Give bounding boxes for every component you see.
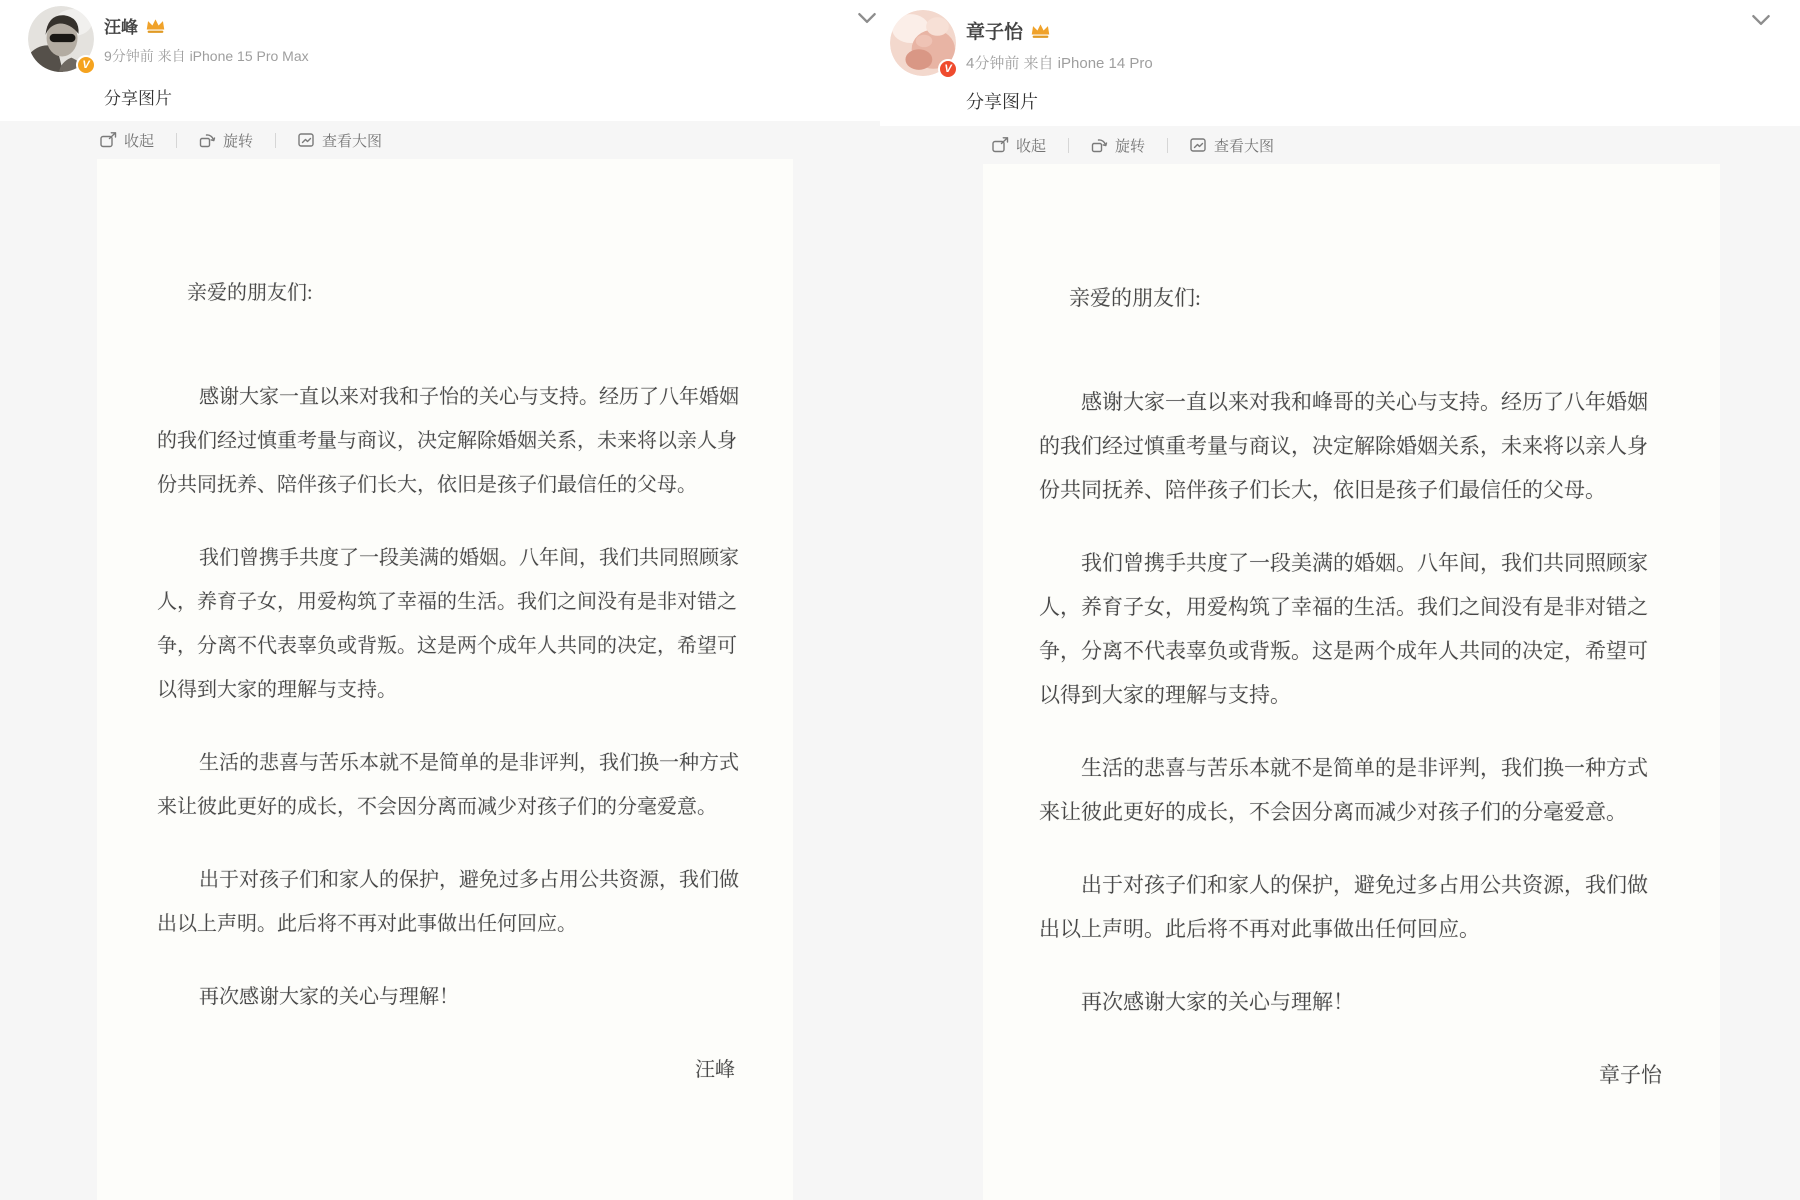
letter-image[interactable]: [983, 164, 1720, 1200]
rotate-label: 旋转: [1115, 137, 1146, 155]
user-name[interactable]: [966, 10, 1153, 44]
letter-line: 出以上声明。此后将不再对此事做出任何回应。: [1039, 917, 1480, 941]
letter-line: 生活的悲喜与苦乐本就不是简单的是非评判，我们换一种方式: [199, 752, 739, 774]
letter-paragraph: [1039, 980, 1720, 1024]
post-header: [880, 0, 1800, 76]
avatar[interactable]: [28, 6, 94, 72]
toolbar-divider: [176, 133, 177, 148]
collapse-image-icon: [992, 137, 1009, 153]
letter-text: [983, 164, 1720, 1097]
image-viewer: [880, 126, 1800, 1200]
post-meta: 9分钟前 来自 iPhone 15 Pro Max: [104, 48, 309, 64]
header-text: [104, 6, 309, 72]
avatar[interactable]: [890, 10, 956, 76]
collapse-image-button[interactable]: [100, 130, 154, 151]
verified-badge: V: [76, 55, 96, 75]
letter-line: 再次感谢大家的关心与理解！: [1081, 990, 1354, 1014]
letter-line: 出于对孩子们和家人的保护，避免过多占用公共资源，我们做: [199, 869, 739, 891]
letter-line: 份共同抚养、陪伴孩子们长大，依旧是孩子们最信任的父母。: [157, 474, 697, 496]
letter-line: 的我们经过慎重考量与商议，决定解除婚姻关系，未来将以亲人身: [1039, 434, 1648, 458]
collapse-label: 收起: [1016, 137, 1047, 155]
collapse-label: 收起: [124, 132, 155, 150]
rotate-image-icon: [199, 132, 216, 148]
letter-paragraph: [157, 375, 793, 507]
letter-line: 出以上声明。此后将不再对此事做出任何回应。: [157, 913, 577, 935]
letter-line: 以得到大家的理解与支持。: [157, 679, 397, 701]
letter-paragraph: [1039, 380, 1720, 512]
view-full-image-button[interactable]: [298, 130, 382, 151]
letter-paragraph: [1039, 746, 1720, 834]
letter-line: 争，分离不代表辜负或背叛。这是两个成年人共同的决定，希望可: [157, 635, 737, 657]
collapse-image-icon: [100, 132, 117, 148]
letter-image[interactable]: [97, 159, 793, 1200]
letter-paragraph: [157, 858, 793, 946]
letter-line: 出于对孩子们和家人的保护，避免过多占用公共资源，我们做: [1081, 873, 1648, 897]
letter-text: [97, 159, 793, 1092]
letter-paragraph: [157, 536, 793, 712]
post-meta: 4分钟前 来自 iPhone 14 Pro: [966, 55, 1153, 72]
letter-line: 人，养育子女，用爱构筑了幸福的生活。我们之间没有是非对错之: [157, 591, 737, 613]
view-full-image-label: 查看大图: [322, 132, 383, 150]
toolbar-divider: [1167, 138, 1168, 153]
post-header: [0, 0, 880, 72]
weibo-post-right: [880, 0, 1800, 1200]
chevron-down-icon: [1751, 14, 1771, 26]
view-full-image-icon: [298, 132, 315, 148]
letter-signature: 章子怡: [1599, 1063, 1662, 1087]
rotate-image-button[interactable]: [199, 130, 253, 151]
letter-line: 以得到大家的理解与支持。: [1039, 683, 1291, 707]
letter-salutation: 亲爱的朋友们:: [187, 282, 313, 304]
letter-line: 争，分离不代表辜负或背叛。这是两个成年人共同的决定，希望可: [1039, 639, 1648, 663]
letter-line: 再次感谢大家的关心与理解！: [199, 986, 459, 1008]
image-toolbar: [880, 126, 1800, 164]
letter-paragraph: [1039, 541, 1720, 717]
letter-line: 来让彼此更好的成长，不会因分离而减少对孩子们的分毫爱意。: [1039, 800, 1627, 824]
verified-badge: V: [938, 59, 958, 79]
letter-signature: 汪峰: [695, 1059, 735, 1081]
view-full-image-label: 查看大图: [1214, 137, 1275, 155]
toolbar-divider: [275, 133, 276, 148]
letter-line: 的我们经过慎重考量与商议，决定解除婚姻关系，未来将以亲人身: [157, 430, 737, 452]
rotate-image-icon: [1091, 137, 1108, 153]
toolbar-divider: [1068, 138, 1069, 153]
letter-paragraph: [1039, 863, 1720, 951]
letter-line: 份共同抚养、陪伴孩子们长大，依旧是孩子们最信任的父母。: [1039, 478, 1606, 502]
header-text: [966, 10, 1153, 76]
chevron-down-icon: [857, 12, 877, 24]
user-name-label: 汪峰: [104, 18, 138, 37]
collapse-image-button[interactable]: [992, 135, 1046, 156]
post-menu-button[interactable]: [854, 8, 880, 30]
letter-salutation: 亲爱的朋友们:: [1069, 286, 1201, 310]
rotate-label: 旋转: [223, 132, 254, 150]
letter-line: 我们曾携手共度了一段美满的婚姻。八年间，我们共同照顾家: [199, 547, 739, 569]
letter-paragraph: [157, 975, 793, 1019]
weibo-post-left: [0, 0, 880, 1200]
image-toolbar: [0, 121, 880, 159]
post-menu-button[interactable]: [1748, 10, 1774, 32]
letter-line: 我们曾携手共度了一段美满的婚姻。八年间，我们共同照顾家: [1081, 551, 1648, 575]
crown-icon: [145, 17, 166, 34]
letter-line: 生活的悲喜与苦乐本就不是简单的是非评判，我们换一种方式: [1081, 756, 1648, 780]
post-content-text: 分享图片: [966, 88, 1800, 114]
view-full-image-icon: [1190, 137, 1207, 153]
post-content-text: 分享图片: [104, 84, 880, 109]
letter-paragraph: [157, 741, 793, 829]
letter-line: 感谢大家一直以来对我和子怡的关心与支持。经历了八年婚姻: [199, 386, 739, 408]
user-name-label: 章子怡: [966, 22, 1024, 43]
image-viewer: [0, 121, 880, 1200]
crown-icon: [1030, 22, 1051, 39]
letter-line: 人，养育子女，用爱构筑了幸福的生活。我们之间没有是非对错之: [1039, 595, 1648, 619]
view-full-image-button[interactable]: [1190, 135, 1274, 156]
rotate-image-button[interactable]: [1091, 135, 1145, 156]
letter-line: 感谢大家一直以来对我和峰哥的关心与支持。经历了八年婚姻: [1081, 390, 1648, 414]
letter-line: 来让彼此更好的成长，不会因分离而减少对孩子们的分毫爱意。: [157, 796, 717, 818]
user-name[interactable]: [104, 6, 309, 38]
